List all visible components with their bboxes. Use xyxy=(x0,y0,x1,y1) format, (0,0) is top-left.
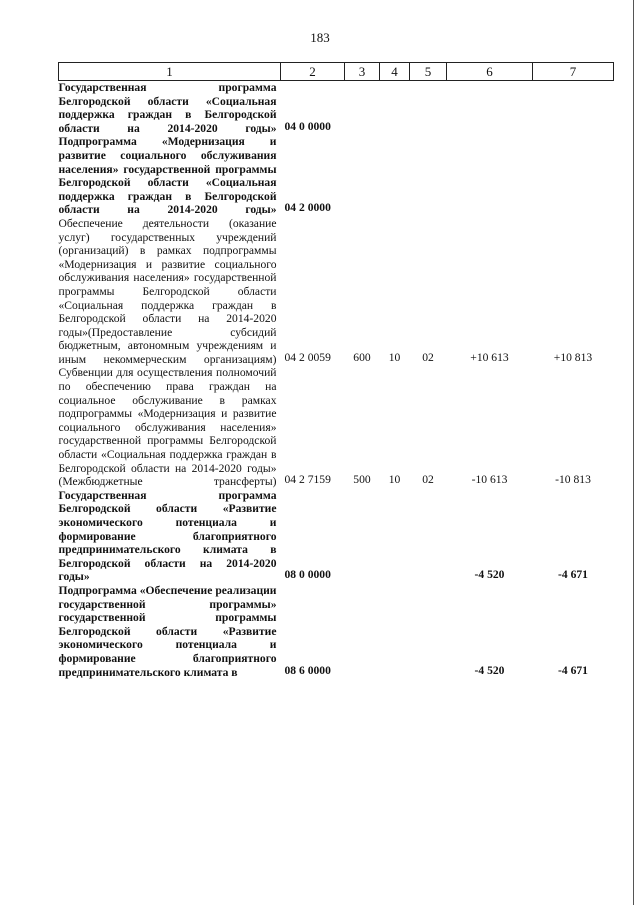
row-section xyxy=(380,584,410,679)
row-target-code: 04 2 0059 xyxy=(284,350,331,364)
row-amount-col7 xyxy=(533,135,614,217)
row-expense-type: 500 xyxy=(353,473,371,487)
row-target-code: 04 2 7159 xyxy=(284,473,331,487)
row-amount-col6: -10 613 xyxy=(471,473,508,487)
row-target-code: 08 0 0000 xyxy=(284,568,331,582)
row-description: Государственная программа Белгородской области «Социальная поддержка граждан в Белгородской области на 2014-2020 годы» xyxy=(58,81,277,135)
table-row xyxy=(59,489,614,584)
row-amount-col7: -4 671 xyxy=(558,663,588,677)
column-header-5: 5 xyxy=(410,63,447,81)
table-row xyxy=(59,217,614,367)
budget-table xyxy=(58,62,614,679)
row-amount-col7: -10 813 xyxy=(555,473,591,487)
row-description: Субвенции для осуществления полномочий по обеспечению права граждан на социальное обслуживание в рамках подпрограммы «Модернизация и развитие социального обслуживания населения» государственной программы Белгородской области «Социальная поддержка граждан в Белгородской области на 2014-2020 годы» (Межбюджетные трансферты) xyxy=(58,366,277,489)
row-expense-type xyxy=(345,489,380,584)
row-subsection: 02 xyxy=(422,473,434,487)
row-subsection xyxy=(410,584,447,679)
row-subsection xyxy=(410,489,447,584)
column-header-4: 4 xyxy=(380,63,410,81)
row-amount-col6: -4 520 xyxy=(474,568,505,582)
row-expense-type xyxy=(345,81,380,136)
row-amount-col7: +10 813 xyxy=(553,350,593,364)
row-amount-col7: -4 671 xyxy=(558,568,588,582)
row-target-code: 04 2 0000 xyxy=(284,201,331,215)
row-subsection: 02 xyxy=(422,350,434,364)
row-section: 10 xyxy=(388,350,401,364)
row-section xyxy=(380,489,410,584)
row-subsection xyxy=(410,135,447,217)
row-expense-type xyxy=(345,135,380,217)
table-row xyxy=(59,135,614,217)
row-target-code: 04 0 0000 xyxy=(284,119,331,133)
row-expense-type xyxy=(345,584,380,679)
row-section xyxy=(380,135,410,217)
row-section: 10 xyxy=(388,473,401,487)
table-row xyxy=(59,584,614,679)
row-subsection xyxy=(410,81,447,136)
row-description: Подпрограмма «Модернизация и развитие социального обслуживания населения» государственной программы Белгородской области «Социальная поддержка граждан в Белгородской области на 2014-2020 годы» xyxy=(58,135,277,217)
table-row xyxy=(59,366,614,488)
row-target-code: 08 6 0000 xyxy=(284,663,331,677)
row-amount-col6: -4 520 xyxy=(474,663,505,677)
row-amount-col6 xyxy=(447,135,533,217)
scan-edge-line xyxy=(633,0,634,905)
row-amount-col6 xyxy=(447,81,533,136)
table-row xyxy=(59,81,614,136)
column-header-2: 2 xyxy=(281,63,345,81)
column-header-7: 7 xyxy=(533,63,614,81)
column-header-3: 3 xyxy=(345,63,380,81)
row-expense-type: 600 xyxy=(353,350,371,364)
column-number-row xyxy=(59,63,614,81)
row-amount-col6: +10 613 xyxy=(470,350,509,364)
column-header-1: 1 xyxy=(59,63,281,81)
row-amount-col7 xyxy=(533,81,614,136)
row-description: Обеспечение деятельности (оказание услуг) государственных учреждений (организаций) в рамках подпрограммы «Модернизация и развитие социального обслуживания населения» государственной программы Белгородской области «Социальная поддержка граждан в Белгородской области на 2014-2020 годы»(Предоставление субсидий бюджетным, автономным учреждениям и иным некоммерческим организациям) xyxy=(58,216,277,366)
page-number: 183 xyxy=(310,30,330,45)
row-section xyxy=(380,81,410,136)
row-description: Подпрограмма «Обеспечение реализации государственной программы» государственной программы Белгородской области «Развитие экономического потенциала и формирование благоприятного предпринимательского климата в xyxy=(58,583,277,679)
row-description: Государственная программа Белгородской области «Развитие экономического потенциала и формирование благоприятного предпринимательского климата в Белгородской области на 2014-2020 годы» xyxy=(58,488,277,584)
column-header-6: 6 xyxy=(447,63,533,81)
